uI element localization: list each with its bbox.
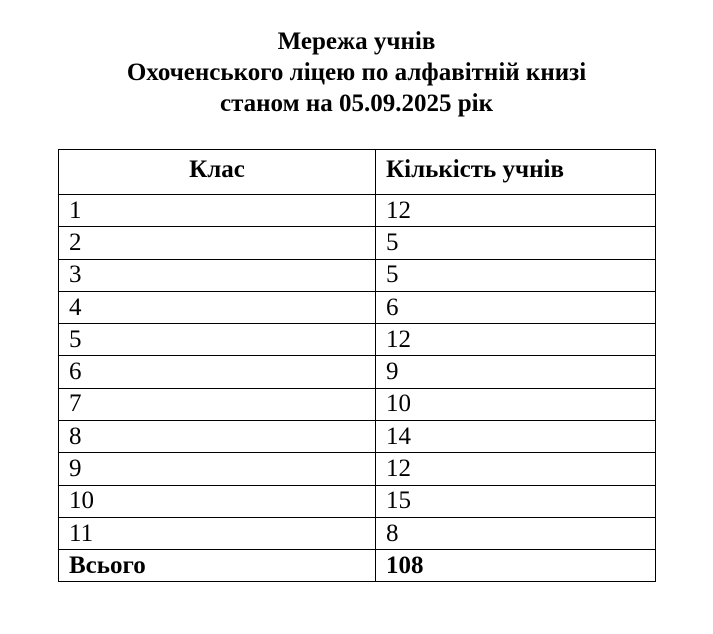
table-row	[59, 356, 656, 388]
class-cell: 6	[59, 356, 376, 388]
class-cell: 7	[59, 388, 376, 420]
table-row	[59, 259, 656, 291]
table-row	[59, 227, 656, 259]
class-cell: 11	[59, 517, 376, 549]
count-cell: 5	[376, 227, 656, 259]
title-line-1: Мережа учнів	[277, 28, 436, 55]
total-value: 108	[376, 550, 656, 582]
count-cell: 6	[376, 291, 656, 323]
count-cell: 8	[376, 517, 656, 549]
document-title	[0, 26, 713, 119]
count-cell: 5	[376, 259, 656, 291]
total-row	[59, 550, 656, 582]
count-cell: 14	[376, 421, 656, 453]
class-cell: 1	[59, 195, 376, 227]
table-row	[59, 485, 656, 517]
column-header-class: Клас	[59, 150, 376, 195]
class-cell: 3	[59, 259, 376, 291]
count-cell: 12	[376, 195, 656, 227]
table-header-row	[59, 150, 656, 195]
column-header-count: Кількість учнів	[376, 150, 656, 195]
table-row	[59, 421, 656, 453]
class-cell: 8	[59, 421, 376, 453]
class-cell: 9	[59, 453, 376, 485]
count-cell: 12	[376, 453, 656, 485]
count-cell: 12	[376, 324, 656, 356]
count-cell: 9	[376, 356, 656, 388]
class-cell: 4	[59, 291, 376, 323]
class-cell: 2	[59, 227, 376, 259]
table-row	[59, 517, 656, 549]
table-row	[59, 291, 656, 323]
title-line-3: станом на 05.09.2025 рік	[219, 90, 494, 117]
count-cell: 15	[376, 485, 656, 517]
class-cell: 10	[59, 485, 376, 517]
count-cell: 10	[376, 388, 656, 420]
table-row	[59, 388, 656, 420]
class-cell: 5	[59, 324, 376, 356]
table-row	[59, 324, 656, 356]
title-line-2: Охоченського ліцею по алфавітній книзі	[126, 59, 587, 86]
table-row	[59, 195, 656, 227]
total-label: Всього	[59, 550, 376, 582]
student-count-table	[58, 149, 656, 582]
table-row	[59, 453, 656, 485]
